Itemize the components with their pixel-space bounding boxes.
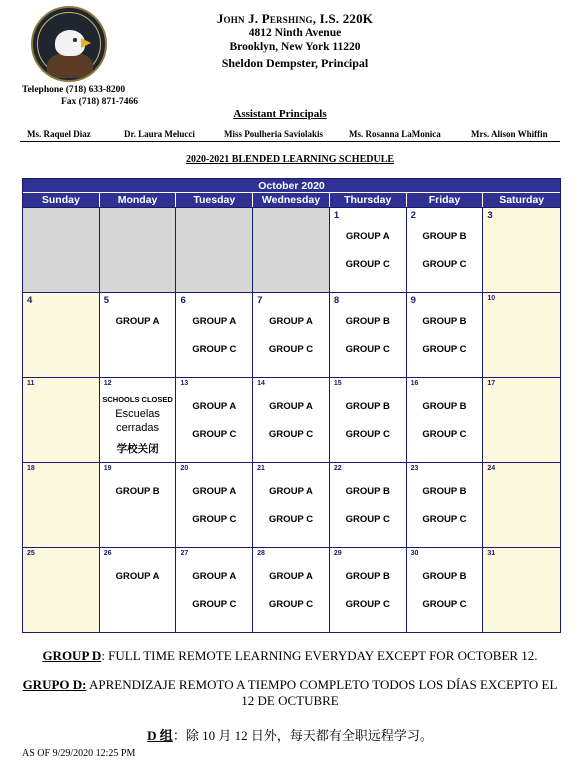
calendar-day — [407, 463, 484, 547]
as-of-timestamp: AS OF 9/29/2020 12:25 PM — [22, 748, 136, 759]
note-english-label: GROUP D — [42, 648, 102, 663]
group-label: GROUP C — [345, 259, 390, 270]
calendar-day — [23, 378, 100, 462]
day-number: 31 — [487, 550, 496, 557]
calendar-day — [176, 293, 253, 377]
day-number: 26 — [103, 550, 112, 557]
day-number: 3 — [487, 210, 493, 221]
day-number: 13 — [180, 380, 189, 387]
calendar-day — [407, 208, 484, 292]
group-label: GROUP A — [345, 231, 390, 242]
note-english — [20, 648, 560, 664]
group-label: GROUP A — [192, 316, 237, 327]
day-number: 23 — [410, 465, 419, 472]
calendar-day — [176, 208, 253, 292]
day-number: 15 — [333, 380, 342, 387]
day-number: 2 — [410, 210, 416, 221]
group-label: GROUP C — [422, 429, 467, 440]
group-label: GROUP C — [345, 344, 390, 355]
calendar-day — [407, 548, 484, 632]
group-label: GROUP B — [345, 316, 390, 327]
weekday-label: Thursday — [330, 193, 407, 207]
school-logo — [31, 6, 107, 82]
note-spanish — [20, 677, 560, 709]
day-number: 5 — [103, 295, 110, 306]
weekday-label: Wednesday — [253, 193, 330, 207]
day-number: 11 — [27, 380, 35, 387]
calendar-day — [407, 378, 484, 462]
group-label: GROUP C — [422, 344, 467, 355]
schools-closed-label: SCHOOLS CLOSED — [102, 395, 173, 404]
day-number: 9 — [410, 295, 416, 306]
calendar-day — [483, 548, 560, 632]
assistant-principals-title: Assistant Principals — [233, 108, 327, 120]
day-number: 4 — [27, 295, 33, 306]
calendar-day — [100, 378, 177, 462]
group-label: GROUP B — [422, 316, 467, 327]
group-label: GROUP C — [192, 514, 237, 525]
group-label: GROUP A — [192, 486, 237, 497]
calendar-day — [483, 463, 560, 547]
header-divider — [20, 141, 560, 142]
group-label: GROUP B — [422, 486, 467, 497]
note-chinese — [20, 725, 560, 744]
day-number: 1 — [333, 210, 340, 221]
group-label: GROUP C — [422, 599, 467, 610]
calendar-day — [483, 378, 560, 462]
calendar-day — [176, 463, 253, 547]
calendar-day — [483, 293, 560, 377]
calendar-week — [23, 292, 560, 377]
group-label: GROUP C — [345, 514, 390, 525]
group-label: GROUP A — [269, 486, 313, 497]
group-label: GROUP B — [345, 571, 390, 582]
assistant-principal-name: Dr. Laura Melucci — [124, 129, 195, 139]
calendar-weeks — [23, 207, 560, 632]
group-label: GROUP A — [192, 571, 237, 582]
group-label: GROUP B — [422, 571, 467, 582]
group-label: GROUP A — [269, 316, 313, 327]
school-name: John J. Pershing, I.S. 220K — [216, 11, 374, 26]
day-number: 21 — [257, 465, 265, 472]
group-label: GROUP A — [269, 571, 313, 582]
calendar-week — [23, 462, 560, 547]
weekday-label: Friday — [407, 193, 484, 207]
note-english-text: : FULL TIME REMOTE LEARNING EVERYDAY EXCEPT FOR OCTOBER 12. — [101, 648, 538, 663]
calendar-day — [23, 293, 100, 377]
note-spanish-label: GRUPO D: — [22, 677, 87, 692]
group-label: GROUP C — [192, 344, 237, 355]
calendar-day — [330, 548, 407, 632]
calendar-day — [100, 293, 177, 377]
group-label: GROUP A — [192, 401, 237, 412]
telephone: Telephone (718) 633-8200 — [22, 85, 126, 95]
group-label: GROUP C — [268, 599, 314, 610]
group-label: GROUP C — [345, 429, 390, 440]
calendar-day — [483, 208, 560, 292]
day-number: 24 — [487, 465, 496, 472]
day-number: 7 — [257, 295, 263, 306]
day-number: 16 — [410, 380, 419, 387]
calendar-month: October 2020 — [23, 179, 560, 193]
group-label: GROUP A — [115, 571, 160, 582]
calendar-day — [330, 208, 407, 292]
day-number: 30 — [410, 550, 419, 557]
weekday-label: Tuesday — [176, 193, 253, 207]
calendar-week — [23, 377, 560, 462]
calendar-day — [23, 548, 100, 632]
calendar-day — [253, 378, 330, 462]
day-number: 20 — [180, 465, 189, 472]
address-line-2: Brooklyn, New York 11220 — [229, 41, 361, 53]
calendar-day — [407, 293, 484, 377]
schedule-title: 2020-2021 BLENDED LEARNING SCHEDULE — [185, 154, 395, 165]
group-label: GROUP B — [422, 401, 467, 412]
calendar-day — [23, 208, 100, 292]
fax: Fax (718) 871-7466 — [61, 97, 139, 107]
assistant-principal-name: Ms. Rosanna LaMonica — [349, 129, 441, 139]
day-number: 19 — [103, 465, 112, 472]
group-label: GROUP C — [268, 429, 314, 440]
weekday-label: Monday — [100, 193, 177, 207]
calendar-day — [176, 548, 253, 632]
assistant-principal-name: Mrs. Alison Whiffin — [471, 129, 548, 139]
group-label: GROUP C — [192, 599, 237, 610]
group-label: GROUP C — [422, 514, 467, 525]
calendar-day — [330, 293, 407, 377]
day-number: 25 — [27, 550, 35, 557]
calendar-day — [253, 208, 330, 292]
calendar-week — [23, 207, 560, 292]
day-number: 29 — [333, 550, 342, 557]
calendar-week — [23, 547, 560, 632]
group-label: GROUP B — [345, 486, 390, 497]
weekday-label: Saturday — [499, 194, 545, 206]
eagle-eye — [73, 38, 77, 42]
day-number: 22 — [333, 465, 342, 472]
principal-name: Sheldon Dempster, Principal — [221, 56, 369, 70]
day-number: 10 — [487, 295, 496, 302]
day-number: 28 — [257, 550, 265, 557]
group-label: GROUP A — [115, 316, 160, 327]
calendar — [22, 178, 561, 633]
group-label: GROUP A — [269, 401, 313, 412]
day-number: 6 — [180, 295, 186, 306]
group-label: GROUP C — [268, 344, 314, 355]
calendar-day — [100, 548, 177, 632]
day-number: 27 — [180, 550, 189, 557]
weekday-header — [23, 193, 560, 207]
group-label: GROUP B — [345, 401, 390, 412]
day-number: 18 — [27, 465, 35, 472]
calendar-day — [100, 208, 177, 292]
group-label: GROUP C — [192, 429, 237, 440]
calendar-day — [330, 463, 407, 547]
day-number: 12 — [103, 380, 112, 387]
eagle-beak — [81, 38, 91, 48]
schools-closed-label: Escuelas cerradas — [115, 408, 160, 434]
group-label: GROUP C — [345, 599, 390, 610]
calendar-day — [253, 293, 330, 377]
note-chinese-text: ：除 10 月 12 日外，每天都有全职远程学习。 — [172, 728, 433, 743]
assistant-principal-name: Ms. Raquel Diaz — [27, 129, 91, 139]
note-chinese-label: D 组 — [147, 728, 173, 743]
calendar-day — [253, 548, 330, 632]
day-number: 14 — [257, 380, 265, 387]
group-label: GROUP B — [422, 231, 467, 242]
calendar-day — [330, 378, 407, 462]
group-label: GROUP B — [115, 486, 160, 497]
calendar-day — [253, 463, 330, 547]
calendar-day — [100, 463, 177, 547]
day-number: 17 — [487, 380, 496, 387]
weekday-label: Sunday — [23, 193, 100, 207]
address-line-1: 4812 Ninth Avenue — [248, 27, 342, 39]
note-spanish-text: APRENDIZAJE REMOTO A TIEMPO COMPLETO TODOS LOS DÍAS EXCEPTO EL 12 DE OCTUBRE — [86, 677, 558, 708]
calendar-day — [23, 463, 100, 547]
assistant-principal-name: Miss Poulheria Saviolakis — [224, 129, 324, 139]
schools-closed-label: 学校关闭 — [116, 443, 159, 455]
group-label: GROUP C — [422, 259, 467, 270]
group-label: GROUP C — [268, 514, 314, 525]
calendar-day — [176, 378, 253, 462]
day-number: 8 — [333, 295, 340, 306]
